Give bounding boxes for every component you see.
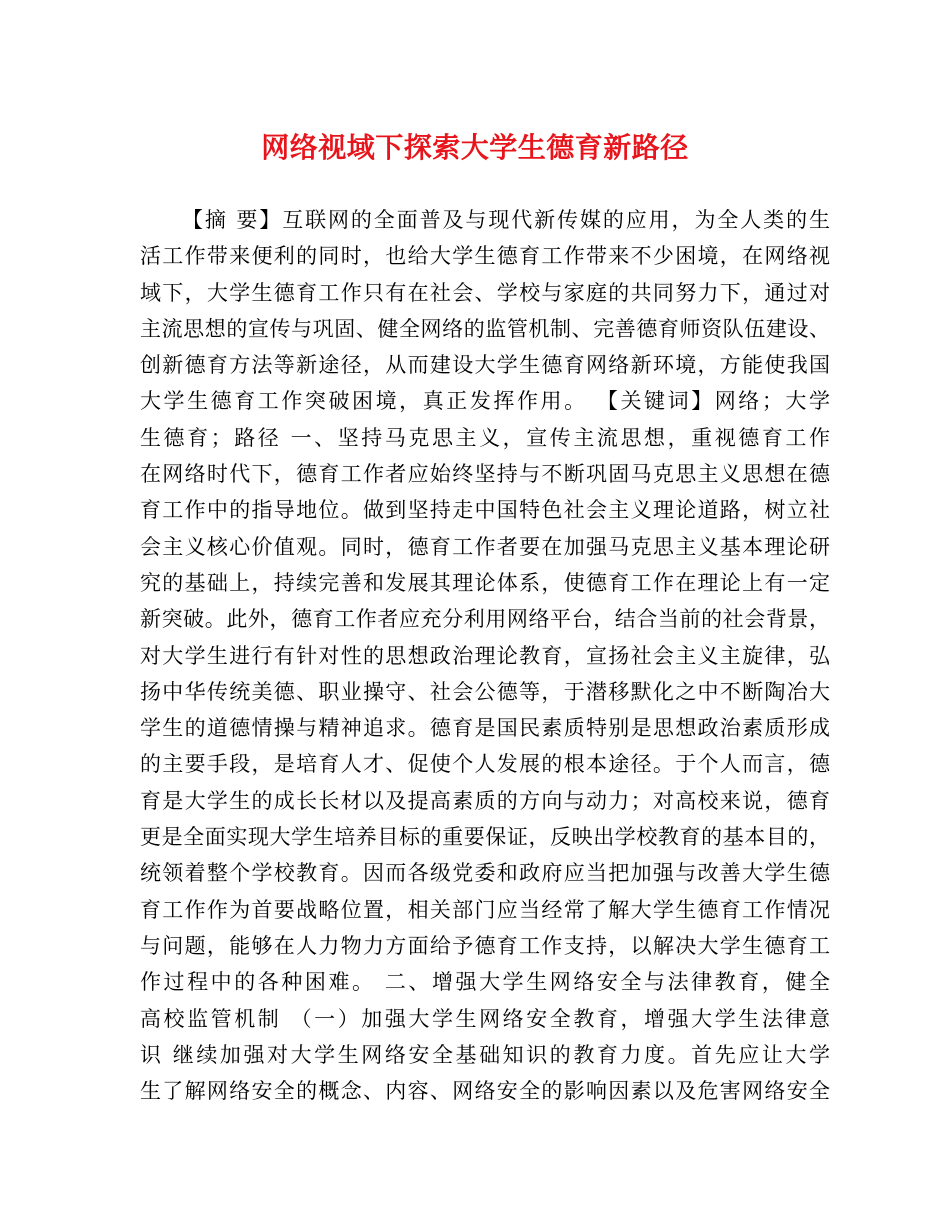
body-line: 育是大学生的成长长材以及提高素质的方向与动力；对高校来说，德育 bbox=[140, 788, 830, 813]
body-line: 对大学生进行有针对性的思想政治理论教育，宣扬社会主义主旋律，弘 bbox=[140, 643, 830, 668]
body-line: 学生的道德情操与精神追求。德育是国民素质特别是思想政治素质形成 bbox=[140, 716, 830, 741]
body-line: 在网络时代下，德育工作者应始终坚持与不断巩固马克思主义思想在德 bbox=[140, 462, 830, 487]
body-line: 育工作中的指导地位。做到坚持走中国特色社会主义理论道路，树立社 bbox=[140, 498, 830, 523]
body-line: 活工作带来便利的同时，也给大学生德育工作带来不少困境，在网络视 bbox=[140, 244, 830, 269]
body-line: 大学生德育工作突破困境，真正发挥作用。 【关键词】网络；大学 bbox=[140, 389, 830, 414]
body-line: 主流思想的宣传与巩固、健全网络的监管机制、完善德育师资队伍建设、 bbox=[140, 316, 830, 341]
body-line: 作过程中的各种困难。 二、增强大学生网络安全与法律教育，健全 bbox=[140, 970, 830, 995]
body-line: 更是全面实现大学生培养目标的重要保证，反映出学校教育的基本目的， bbox=[140, 825, 830, 850]
body-line: 生德育；路径 一、坚持马克思主义，宣传主流思想，重视德育工作 bbox=[140, 425, 830, 450]
document-body bbox=[140, 202, 830, 1109]
body-line: 育工作作为首要战略位置，相关部门应当经常了解大学生德育工作情况 bbox=[140, 897, 830, 922]
body-line: 的主要手段，是培育人才、促使个人发展的根本途径。于个人而言，德 bbox=[140, 752, 830, 777]
body-line: 扬中华传统美德、职业操守、社会公德等，于潜移默化之中不断陶冶大 bbox=[140, 679, 830, 704]
body-line: 生了解网络安全的概念、内容、网络安全的影响因素以及危害网络安全 bbox=[140, 1079, 830, 1104]
body-line: 会主义核心价值观。同时，德育工作者要在加强马克思主义基本理论研 bbox=[140, 534, 830, 559]
body-line: 识 继续加强对大学生网络安全基础知识的教育力度。首先应让大学 bbox=[140, 1042, 830, 1067]
body-line: 究的基础上，持续完善和发展其理论体系，使德育工作在理论上有一定 bbox=[140, 570, 830, 595]
body-line: 统领着整个学校教育。因而各级党委和政府应当把加强与改善大学生德 bbox=[140, 861, 830, 886]
document-title: 网络视域下探索大学生德育新路径 bbox=[261, 131, 689, 164]
body-line: 【摘 要】互联网的全面普及与现代新传媒的应用，为全人类的生 bbox=[182, 208, 830, 232]
body-line: 高校监管机制 （一）加强大学生网络安全教育，增强大学生法律意 bbox=[140, 1006, 830, 1031]
body-line: 域下，大学生德育工作只有在社会、学校与家庭的共同努力下，通过对 bbox=[140, 280, 830, 305]
body-line: 创新德育方法等新途径，从而建设大学生德育网络新环境，方能使我国 bbox=[140, 353, 830, 378]
body-line: 新突破。此外，德育工作者应充分利用网络平台，结合当前的社会背景， bbox=[140, 607, 830, 632]
body-line: 与问题，能够在人力物力方面给予德育工作支持，以解决大学生德育工 bbox=[140, 933, 830, 958]
